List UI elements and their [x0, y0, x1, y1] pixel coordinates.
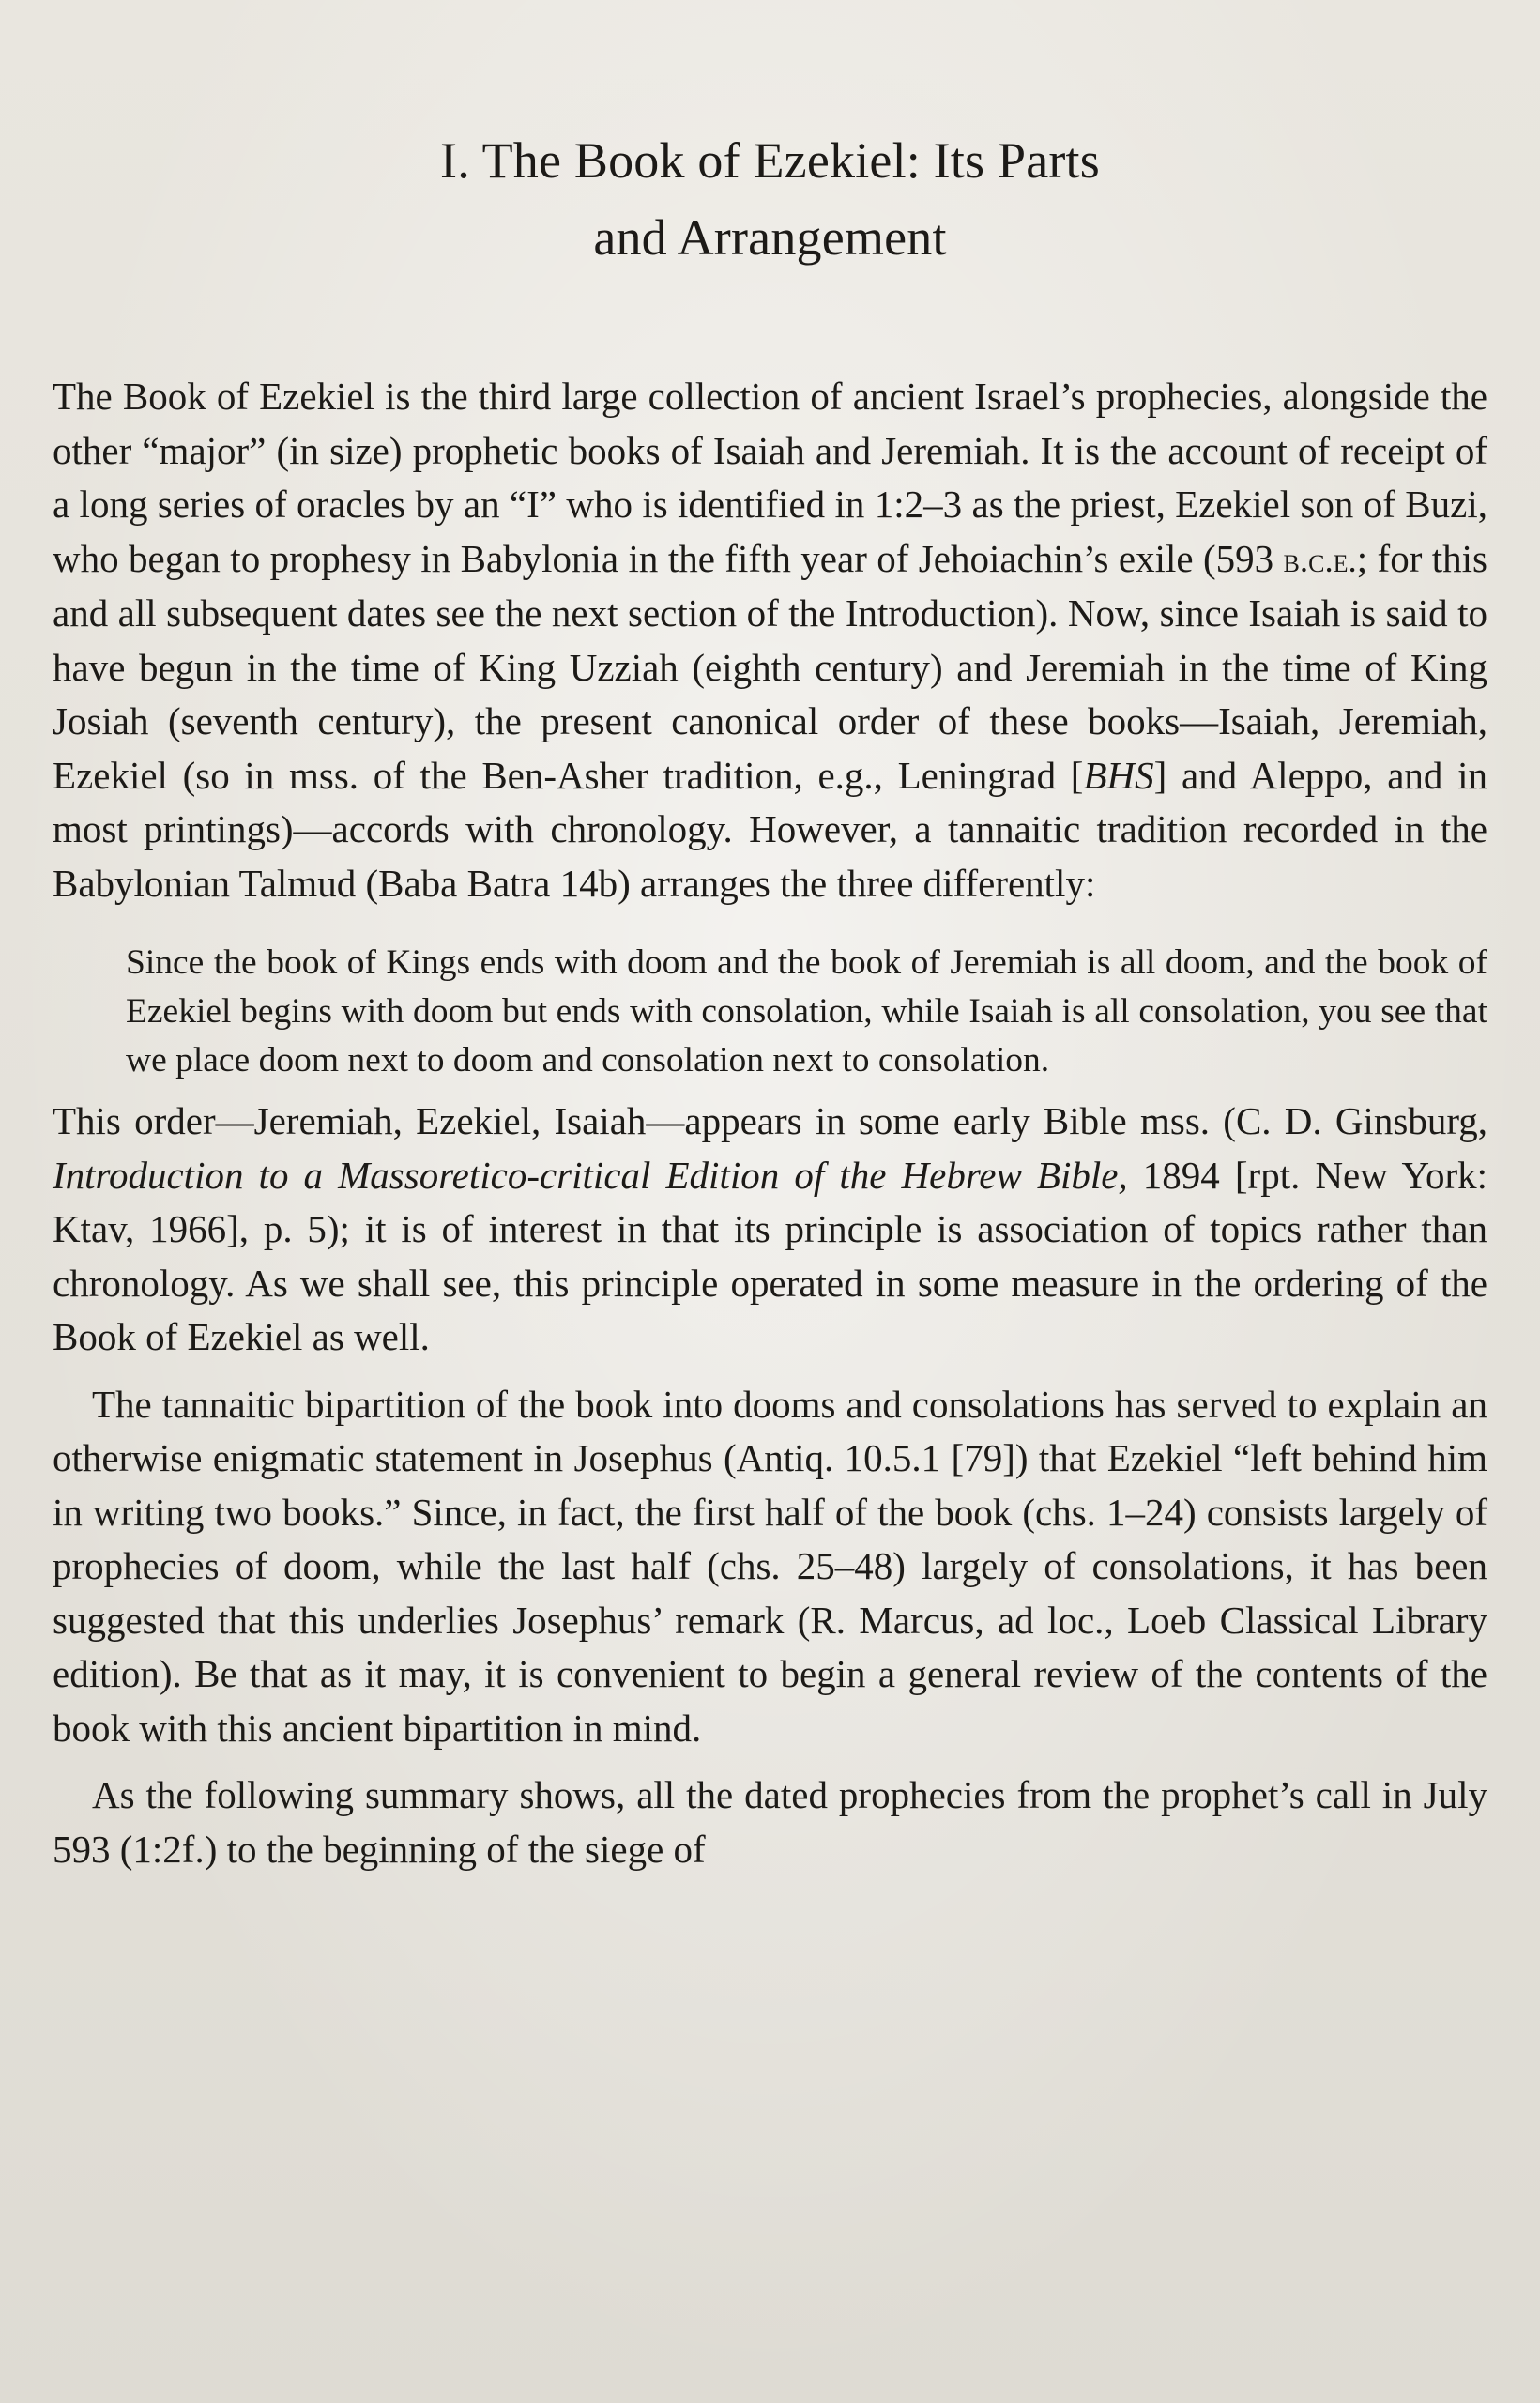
- talmud-quotation: Since the book of Kings ends with doom and the book of Jeremiah is all doom, and the book of Ezekiel begins with doom but ends with consolation, while Isaiah is all consolation, you see that we place doom next to doom and consolation next to consolation.: [126, 943, 1487, 1079]
- ginsburg-book-title: Introduction to a Massoretico-critical Edition of the Hebrew Bible,: [53, 1153, 1128, 1197]
- paragraph-order: [53, 1094, 1487, 1365]
- paragraph-bipartition: The tannaitic bipartition of the book into dooms and consolations has served to explain an otherwise enigmatic statement in Josephus (Antiq. 10.5.1 [79]) that Ezekiel “left behind him in writing two books.” Since, in fact, the first half of the book (chs. 1–24) consists largely of prophecies of doom, while the last half (chs. 25–48) largely of consolations, it has been suggested that this underlies Josephus’ remark (R. Marcus, ad loc., Loeb Classical Library edition). Be that as it may, it is convenient to begin a general review of the contents of the book with this ancient bipartition in mind.: [53, 1382, 1487, 1750]
- paragraph-intro: [53, 370, 1487, 911]
- bhs-abbreviation: BHS: [1083, 753, 1154, 797]
- paragraph-order-text-2: 1894 [rpt. New York: Ktav, 1966], p. 5); it is of interest in that its principle is association of topics rather than chronology. As we shall see, this principle operated in some measure in the ordering of the Book of Ezekiel as well.: [53, 1153, 1487, 1358]
- paragraph-intro-text-2: ; for this and all subsequent dates see the next section of the Introduction). Now, since Isaiah is said to have begun in the time of King Uzziah (eighth century) and Jeremiah in the time of King Josiah (seventh century), the present canonical order of these books—Isaiah, Jeremiah, Ezekiel (so in mss. of the Ben-Asher tradition, e.g., Leningrad [: [53, 536, 1488, 797]
- chapter-heading: [53, 122, 1487, 276]
- chapter-heading-line-1: I. The Book of Ezekiel: Its Parts: [440, 132, 1100, 189]
- paragraph-intro-text-3: ] and Aleppo, and in most printings)—accords with chronology. However, a tannaitic tradition recorded in the Babylonian Talmud (Baba Batra 14b) arranges the three differently:: [53, 753, 1487, 905]
- chapter-heading-line-2: and Arrangement: [593, 209, 947, 266]
- era-abbreviation: b.c.e.: [1283, 540, 1357, 579]
- paragraph-intro-text-1: The Book of Ezekiel is the third large collection of ancient Israel’s prophecies, alongside the other “major” (in size) prophetic books of Isaiah and Jeremiah. It is the account of receipt of a long series of oracles by an “I” who is identified in 1:2–3 as the priest, Ezekiel son of Buzi, who began to prophesy in Babylonia in the fifth year of Jehoiachin’s exile (593: [53, 375, 1487, 580]
- paragraph-order-text-1: This order—Jeremiah, Ezekiel, Isaiah—appears in some early Bible mss. (C. D. Ginsburg,: [53, 1099, 1487, 1142]
- paragraph-summary: As the following summary shows, all the dated prophecies from the prophet’s call in July 593 (1:2f.) to the beginning of the siege of: [53, 1773, 1487, 1871]
